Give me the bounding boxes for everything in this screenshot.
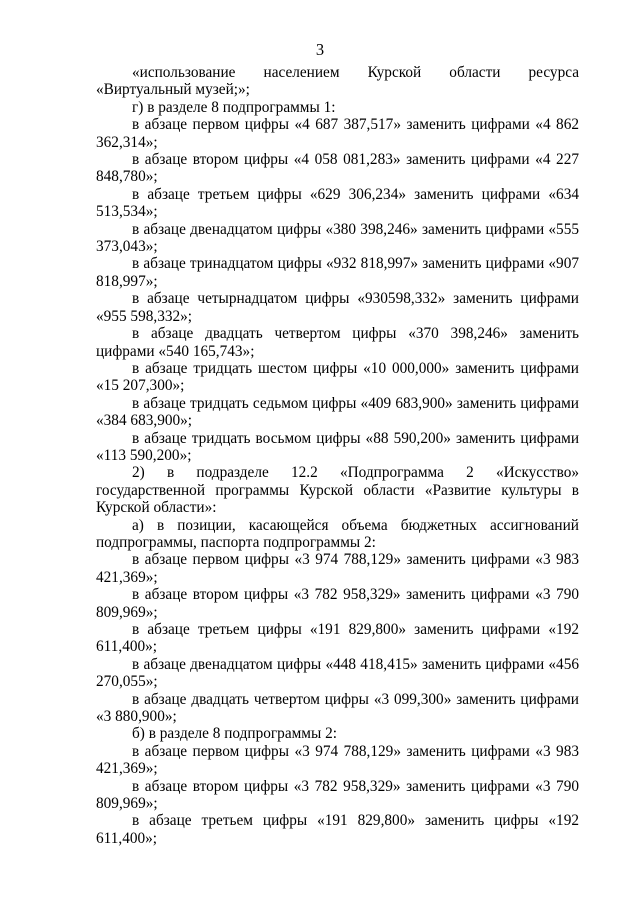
- paragraph: в абзаце двенадцатом цифры «380 398,246» заменить цифрами «555 373,043»;: [96, 220, 579, 256]
- paragraph: в абзаце двадцать четвертом цифры «3 099,300» заменить цифрами «3 880,900»;: [96, 690, 579, 726]
- paragraph: в абзаце первом цифры «3 974 788,129» заменить цифрами «3 983 421,369»;: [96, 551, 579, 586]
- paragraph: а) в позиции, касающейся объема бюджетных ассигнований подпрограммы, паспорта подпрограммы 2:: [96, 516, 579, 551]
- paragraph: б) в разделе 8 подпрограммы 2:: [132, 725, 337, 743]
- paragraph: в абзаце втором цифры «3 782 958,329» заменить цифрами «3 790 809,969»;: [96, 777, 579, 813]
- paragraph: «использование населением Курской области ресурса «Виртуальный музей;»;: [96, 64, 579, 99]
- paragraph: в абзаце третьем цифры «629 306,234» заменить цифрами «634 513,534»;: [96, 185, 579, 221]
- paragraph: в абзаце первом цифры «4 687 387,517» заменить цифрами «4 862 362,314»;: [96, 116, 579, 151]
- paragraph: в абзаце втором цифры «3 782 958,329» заменить цифрами «3 790 809,969»;: [96, 586, 579, 621]
- paragraph: в абзаце третьем цифры «191 829,800» заменить цифры «192 611,400»;: [96, 812, 579, 847]
- paragraph: в абзаце двенадцатом цифры «448 418,415» заменить цифрами «456 270,055»;: [96, 655, 579, 691]
- paragraph: в абзаце втором цифры «4 058 081,283» заменить цифрами «4 227 848,780»;: [96, 151, 579, 186]
- paragraph: в абзаце тринадцатом цифры «932 818,997» заменить цифрами «907 818,997»;: [96, 255, 579, 290]
- paragraph: в абзаце четырнадцатом цифры «930598,332» заменить цифрами «955 598,332»;: [96, 290, 579, 325]
- paragraph: в абзаце тридцать восьмом цифры «88 590,200» заменить цифрами «113 590,200»;: [96, 429, 579, 464]
- paragraph: 2) в подразделе 12.2 «Подпрограмма 2 «Искусство» государственной программы Курской области «Развитие культуры в Курской области»:: [96, 464, 579, 517]
- paragraph: г) в разделе 8 подпрограммы 1:: [132, 98, 336, 116]
- paragraph: в абзаце третьем цифры «191 829,800» заменить цифрами «192 611,400»;: [96, 621, 579, 656]
- page-number: 3: [315, 40, 325, 59]
- paragraph: в абзаце тридцать шестом цифры «10 000,000» заменить цифрами «15 207,300»;: [96, 359, 579, 395]
- paragraph: в абзаце первом цифры «3 974 788,129» заменить цифрами «3 983 421,369»;: [96, 742, 579, 778]
- paragraph: в абзаце двадцать четвертом цифры «370 398,246» заменить цифрами «540 165,743»;: [96, 325, 579, 360]
- paragraph: в абзаце тридцать седьмом цифры «409 683,900» заменить цифрами «384 683,900»;: [96, 394, 579, 430]
- document-body: [96, 64, 579, 847]
